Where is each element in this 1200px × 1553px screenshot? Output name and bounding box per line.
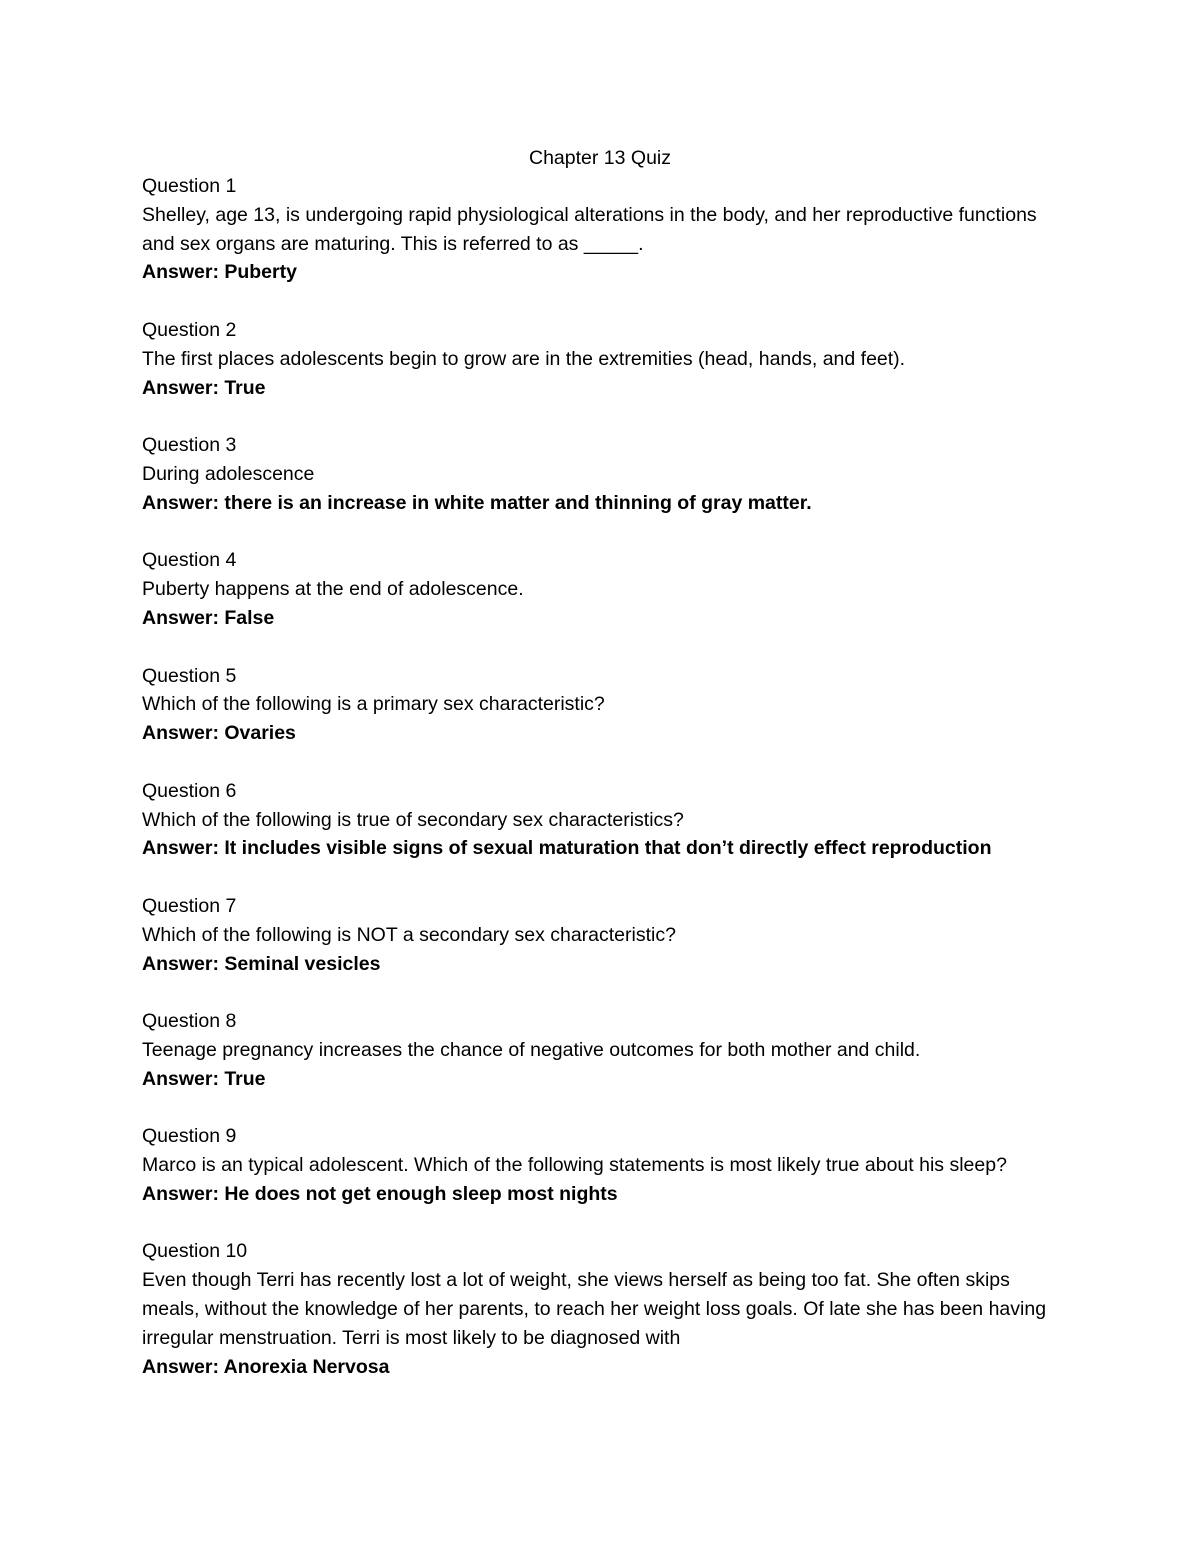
question-label: Question 3 <box>142 434 237 457</box>
question-answer: Answer: True <box>142 376 266 399</box>
question-text: Teenage pregnancy increases the chance of negative outcomes for both mother and child. <box>142 1038 921 1061</box>
question-text: Which of the following is NOT a secondary sex characteristic? <box>142 923 676 946</box>
question-label: Question 7 <box>142 894 237 917</box>
question-label: Question 2 <box>142 318 237 341</box>
question-item-8 <box>142 1007 1057 1093</box>
question-label: Question 8 <box>142 1010 237 1033</box>
question-text: Which of the following is true of secondary sex characteristics? <box>142 808 684 831</box>
question-answer: Answer: Anorexia Nervosa <box>142 1355 390 1378</box>
question-answer: Answer: He does not get enough sleep most nights <box>142 1182 618 1205</box>
page-title: Chapter 13 Quiz <box>529 147 671 169</box>
question-item-1 <box>142 172 1057 287</box>
question-text: During adolescence <box>142 462 315 485</box>
question-text: Puberty happens at the end of adolescence. <box>142 578 524 601</box>
question-label: Question 6 <box>142 779 237 802</box>
question-item-10 <box>142 1237 1057 1381</box>
question-answer: Answer: False <box>142 606 275 629</box>
question-label: Question 1 <box>142 175 237 197</box>
question-list <box>142 172 1057 1410</box>
question-answer: Answer: True <box>142 1067 266 1090</box>
question-label: Question 5 <box>142 664 237 687</box>
question-text: The first places adolescents begin to grow are in the extremities (head, hands, and feet). <box>142 347 906 370</box>
question-item-3 <box>142 431 1057 517</box>
question-item-7 <box>142 892 1057 978</box>
question-label: Question 9 <box>142 1125 237 1148</box>
question-item-9 <box>142 1122 1057 1208</box>
question-item-5 <box>142 662 1057 748</box>
question-text: Which of the following is a primary sex characteristic? <box>142 693 605 716</box>
question-text: Even though Terri has recently lost a lot of weight, she views herself as being too fat. She often skips meals, without the knowledge of her parents, to reach her weight loss goals. Of late she has been having irregular menstruation. Terri is most likely to be diagnosed with <box>142 1269 1047 1349</box>
question-label: Question 4 <box>142 549 237 572</box>
question-answer: Answer: there is an increase in white matter and thinning of gray matter. <box>142 491 812 514</box>
question-item-2 <box>142 316 1057 402</box>
question-item-4 <box>142 546 1057 632</box>
question-answer: Answer: Seminal vesicles <box>142 952 381 975</box>
question-text: Shelley, age 13, is undergoing rapid physiological alterations in the body, and her reproductive functions and sex organs are maturing. This is referred to as _____. <box>142 203 1037 255</box>
question-text: Marco is an typical adolescent. Which of the following statements is most likely true about his sleep? <box>142 1154 1007 1177</box>
question-answer: Answer: It includes visible signs of sexual maturation that don’t directly effect reproduction <box>142 837 992 860</box>
question-label: Question 10 <box>142 1240 248 1263</box>
question-answer: Answer: Puberty <box>142 261 297 284</box>
question-item-6 <box>142 777 1057 863</box>
question-answer: Answer: Ovaries <box>142 722 296 745</box>
